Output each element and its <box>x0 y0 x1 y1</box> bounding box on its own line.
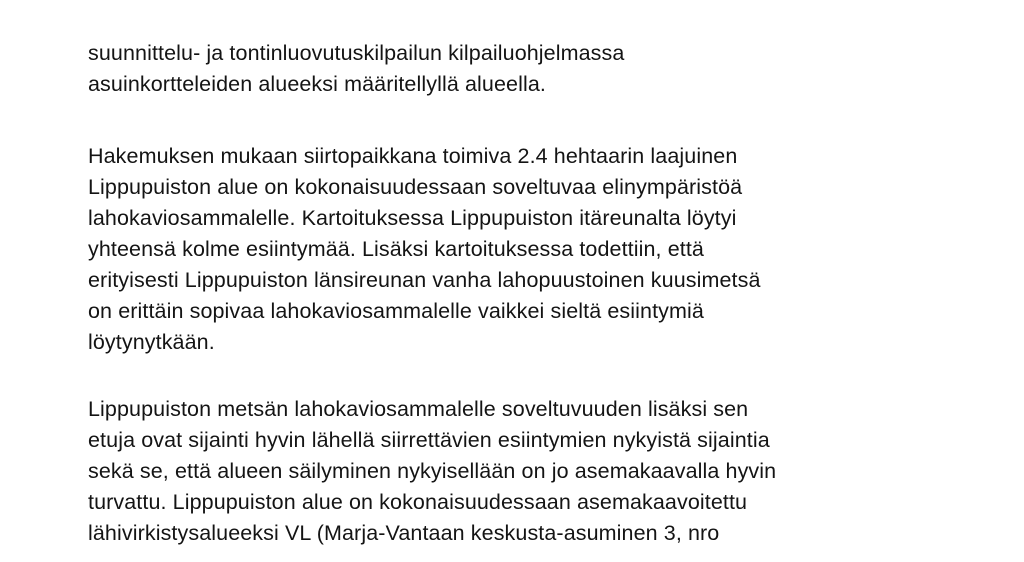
paragraph-line: yhteensä kolme esiintymää. Lisäksi kartoituksessa todettiin, että <box>88 237 704 261</box>
paragraph-line: suunnittelu- ja tontinluovutuskilpailun kilpailuohjelmassa <box>88 41 625 65</box>
paragraph-line: lähivirkistysalueeksi VL (Marja-Vantaan keskusta-asuminen 3, nro <box>88 521 720 545</box>
paragraph-line: on erittäin sopivaa lahokaviosammalelle vaikkei sieltä esiintymiä <box>88 299 704 323</box>
paragraph-2 <box>88 141 988 358</box>
paragraph-line: löytynytkään. <box>88 330 215 354</box>
paragraph-3 <box>88 394 988 549</box>
paragraph-line: Lippupuiston metsän lahokaviosammalelle soveltuvuuden lisäksi sen <box>88 397 749 421</box>
paragraph-line: erityisesti Lippupuiston länsireunan vanha lahopuustoinen kuusimetsä <box>88 268 761 292</box>
paragraph-line: turvattu. Lippupuiston alue on kokonaisuudessaan asemakaavoitettu <box>88 490 748 514</box>
paragraph-line: asuinkortteleiden alueeksi määritellyllä alueella. <box>88 72 546 96</box>
paragraph-line: etuja ovat sijainti hyvin lähellä siirrettävien esiintymien nykyistä sijaintia <box>88 428 770 452</box>
paragraph-line: Hakemuksen mukaan siirtopaikkana toimiva 2.4 hehtaarin laajuinen <box>88 144 738 168</box>
paragraph-line: sekä se, että alueen säilyminen nykyisellään on jo asemakaavalla hyvin <box>88 459 777 483</box>
paragraph-line: lahokaviosammalelle. Kartoituksessa Lippupuiston itäreunalta löytyi <box>88 206 737 230</box>
paragraph-line: Lippupuiston alue on kokonaisuudessaan soveltuvaa elinympäristöä <box>88 175 743 199</box>
paragraph-1 <box>88 38 988 100</box>
